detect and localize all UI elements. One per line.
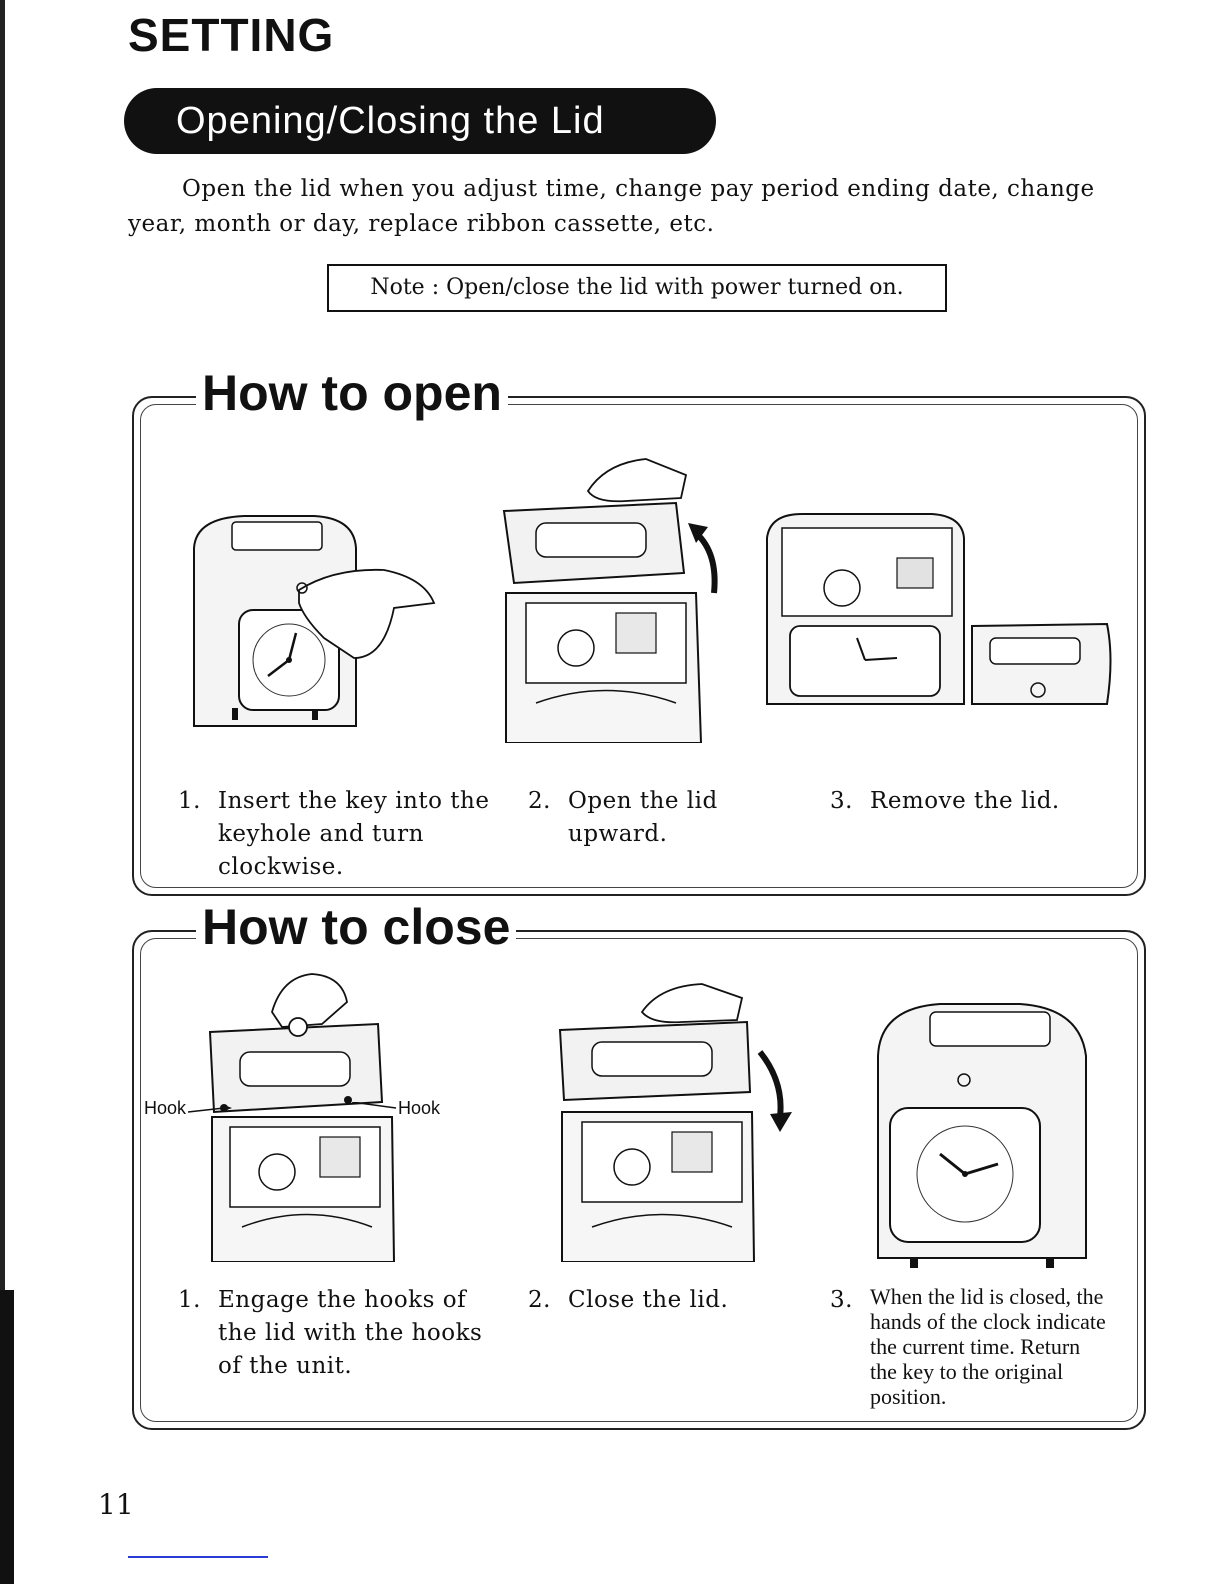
open-step-3-text: Remove the lid.	[870, 788, 1060, 814]
close-step-1-text: Engage the hooks of the lid with the hooks of the unit.	[218, 1287, 483, 1379]
hook-pointer-lines	[186, 1102, 406, 1122]
close-step-3-text: When the lid is closed, the hands of the clock indicate the current time. Return the key to the original position.	[870, 1284, 1106, 1409]
close-step-3-number: 3.	[830, 1287, 853, 1313]
open-step-1-number: 1.	[178, 788, 201, 814]
open-step-3-number: 3.	[830, 788, 853, 814]
how-to-open-title: How to open	[196, 364, 508, 422]
open-lid-illustration	[496, 453, 756, 743]
subsection-title: Opening/Closing the Lid	[124, 88, 716, 154]
note-box: Note : Open/close the lid with power turned on.	[327, 264, 947, 312]
close-step-1-number: 1.	[178, 1287, 201, 1313]
closed-unit-illustration	[870, 996, 1100, 1276]
close-step-2-text: Close the lid.	[568, 1287, 729, 1313]
how-to-close-panel	[132, 899, 1146, 1430]
how-to-open-panel	[132, 365, 1146, 896]
hook-label-right: Hook	[398, 1098, 441, 1118]
remove-lid-illustration	[762, 508, 1122, 708]
close-lid-illustration	[552, 982, 802, 1262]
how-to-close-title: How to close	[196, 898, 516, 956]
insert-key-illustration	[184, 508, 454, 748]
page-binding-shadow	[0, 1290, 14, 1584]
open-step-1-text: Insert the key into the keyhole and turn clockwise.	[218, 788, 490, 880]
section-heading: SETTING	[128, 9, 335, 61]
close-step-2-number: 2.	[528, 1287, 551, 1313]
page-number: 11	[98, 1488, 134, 1521]
open-step-2-text: Open the lid upward.	[568, 788, 718, 847]
hook-label-left: Hook	[144, 1098, 187, 1118]
intro-paragraph: Open the lid when you adjust time, change pay period ending date, change year, month or day, replace ribbon cassette, etc.	[128, 176, 1095, 237]
footer-rule	[128, 1556, 268, 1558]
open-step-2-number: 2.	[528, 788, 551, 814]
